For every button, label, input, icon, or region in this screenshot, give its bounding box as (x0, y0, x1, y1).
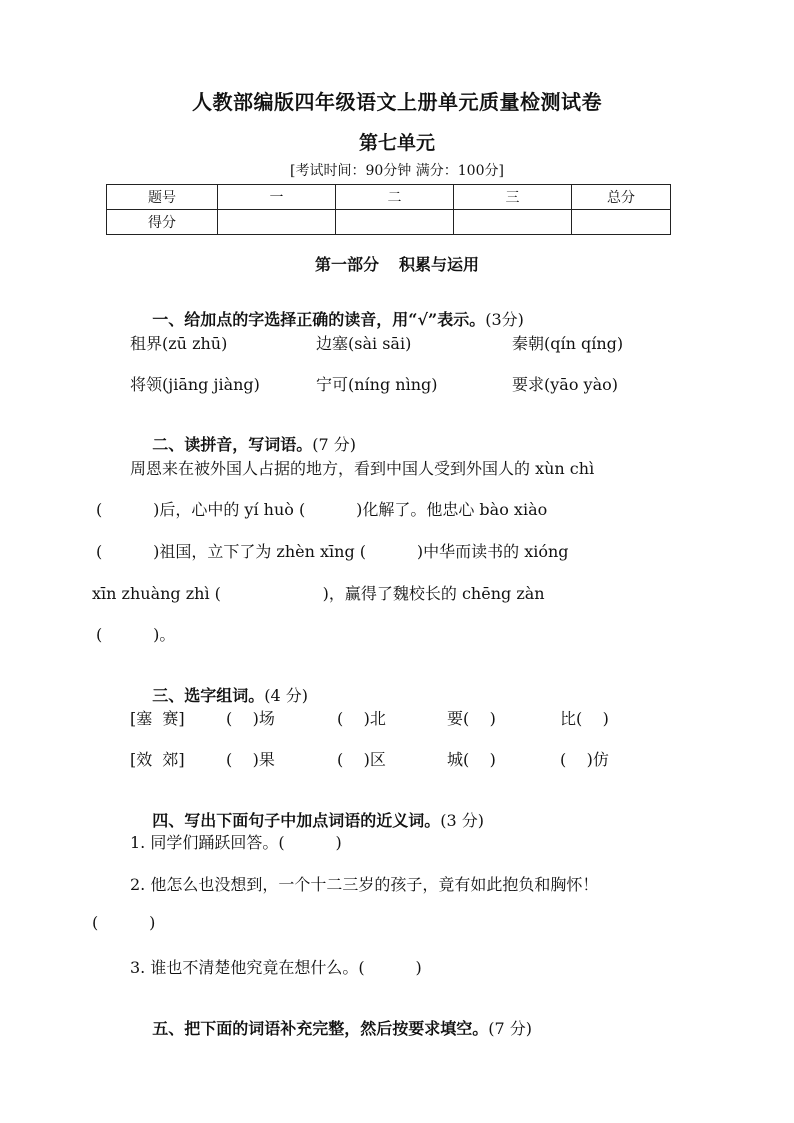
question-2-line[interactable]: ( )后，心中的 yí huò ( )化解了。他忠心 bào xiào (96, 500, 548, 519)
score-header-cell: 三 (454, 185, 572, 210)
exam-title: 人教部编版四年级语文上册单元质量检测试卷 (192, 90, 602, 114)
score-table (106, 184, 671, 235)
char-choice-label: [效 郊] (130, 750, 185, 769)
pinyin-item[interactable]: 宁可(níng nìng) (316, 375, 438, 394)
score-cell[interactable] (572, 210, 671, 235)
pinyin-item[interactable]: 租界(zū zhū) (130, 334, 228, 353)
question-3-title: 三、选字组词。(4 分) (152, 686, 309, 705)
char-choice-label: [塞 赛] (130, 709, 185, 728)
score-table-score-row (107, 210, 671, 235)
question-2-line[interactable]: ( )。 (96, 625, 176, 644)
word-blank[interactable]: 要( ) (447, 709, 496, 728)
score-header-cell: 总分 (572, 185, 671, 210)
word-blank[interactable]: 城( ) (447, 750, 496, 769)
score-header-cell: 题号 (107, 185, 218, 210)
question-2-line[interactable]: xīn zhuàng zhì ( )，赢得了魏校长的 chēng zàn (92, 584, 545, 603)
pinyin-item[interactable]: 边塞(sài sāi) (316, 334, 412, 353)
part-label: 第一部分 (314, 255, 379, 274)
question-2-title: 二、读拼音，写词语。(7 分) (152, 435, 357, 454)
question-4-item[interactable]: 3. 谁也不清楚他究竟在想什么。( ) (130, 958, 422, 977)
word-blank[interactable]: ( )仿 (560, 750, 609, 769)
score-header-cell: 一 (218, 185, 336, 210)
question-4-item[interactable]: 1. 同学们踊跃回答。( ) (130, 833, 342, 852)
unit-title: 第七单元 (358, 132, 435, 154)
word-blank[interactable]: ( )场 (226, 709, 275, 728)
part-heading (0, 252, 794, 275)
score-header-cell: 二 (336, 185, 454, 210)
score-row-label: 得分 (107, 210, 218, 235)
word-blank[interactable]: ( )北 (337, 709, 386, 728)
score-table-header-row (107, 185, 671, 210)
exam-info: [考试时间：90分钟 满分：100分] (290, 163, 504, 179)
question-2-line[interactable]: ( )祖国，立下了为 zhèn xīng ( )中华而读书的 xióng (96, 542, 569, 561)
word-blank[interactable]: ( )区 (337, 750, 386, 769)
question-4-answer-blank[interactable]: ( ) (92, 913, 156, 932)
score-cell[interactable] (336, 210, 454, 235)
pinyin-item[interactable]: 要求(yāo yào) (512, 375, 618, 394)
word-blank[interactable]: ( )果 (226, 750, 275, 769)
score-cell[interactable] (218, 210, 336, 235)
question-4-item: 2. 他怎么也没想到，一个十二三岁的孩子，竟有如此抱负和胸怀！ (130, 875, 599, 894)
score-cell[interactable] (454, 210, 572, 235)
part-name: 积累与运用 (399, 255, 480, 274)
question-4-title: 四、写出下面句子中加点词语的近义词。(3 分) (152, 811, 485, 830)
pinyin-item[interactable]: 将领(jiāng jiàng) (130, 375, 260, 394)
question-1-title: 一、给加点的字选择正确的读音，用“√”表示。(3分) (152, 310, 524, 329)
pinyin-item[interactable]: 秦朝(qín qíng) (512, 334, 624, 353)
question-5-title: 五、把下面的词语补充完整，然后按要求填空。(7 分) (152, 1019, 533, 1038)
question-2-line: 周恩来在被外国人占据的地方，看到中国人受到外国人的 xùn chì (130, 459, 595, 478)
word-blank[interactable]: 比( ) (560, 709, 609, 728)
